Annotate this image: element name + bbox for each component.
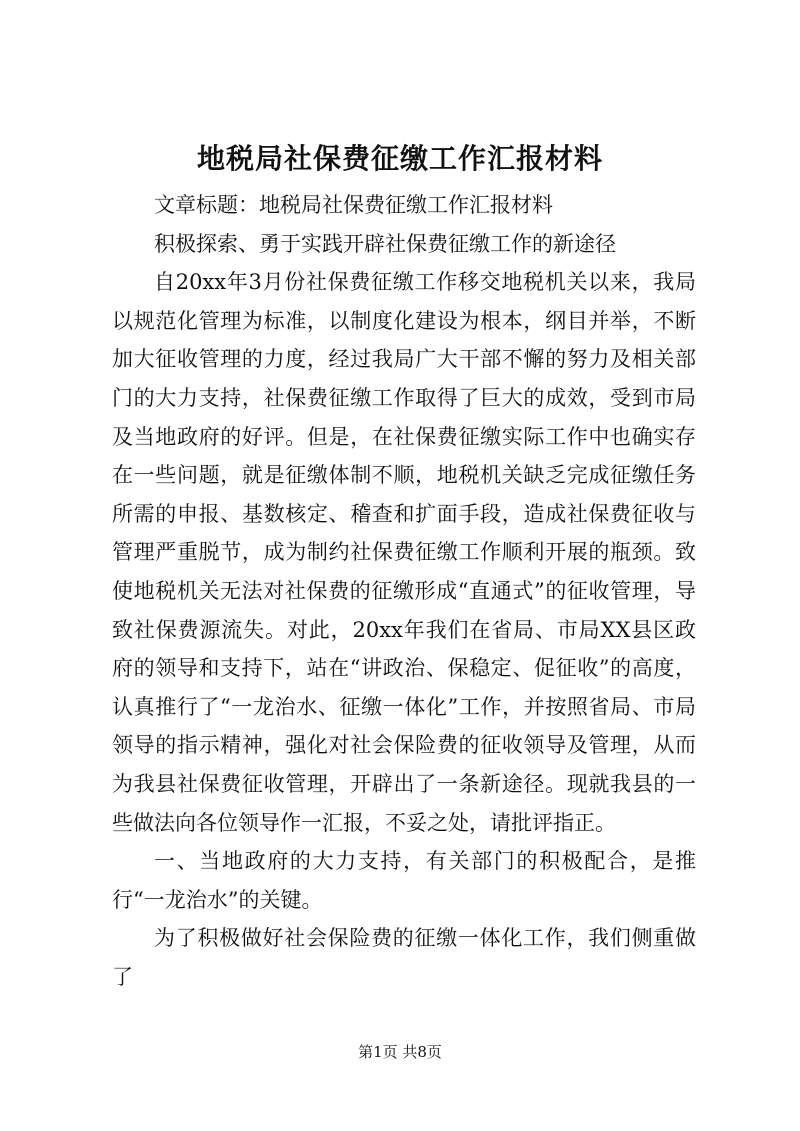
article-title-line: 文章标题：地税局社保费征缴工作汇报材料	[154, 193, 553, 217]
article-subtitle: 积极探索、勇于实践开辟社保费征缴工作的新途径	[154, 231, 616, 256]
document-body	[112, 186, 696, 996]
body-paragraph: 自20xx年3月份社保费征缴工作移交地税机关以来，我局以规范化管理为标准，以制度化建设为根本，纲目并举，不断加大征收管理的力度，经过我局广大干部不懈的努力及相关部门的大力支持，社保费征缴工作取得了巨大的成效，受到市局及当地政府的好评。但是，在社保费征缴实际工作中也确实存在一些问题，就是征缴体制不顺，地税机关缺乏完成征缴任务所需的申报、基数核定、稽查和扩面手段，造成社保费征收与管理严重脱节，成为制约社保费征缴工作顺利开展的瓶颈。致使地税机关无法对社保费的征缴形成“直通式”的征收管理，导致社保费源流失。对此，20xx年我们在省局、市局XX县区政府的领导和支持下，站在“讲政治、保稳定、促征收”的高度，认真推行了“一龙治水、征缴一体化”工作，并按照省局、市局领导的指示精神，强化对社会保险费的征收领导及管理，从而为我县社保费征收管理，开辟出了一条新途径。现就我县的一些做法向各位领导作一汇报，不妥之处，请批评指正。	[112, 270, 696, 835]
document-title: 地税局社保费征缴工作汇报材料	[196, 142, 603, 175]
page-footer: 第1页 共8页	[358, 1043, 442, 1061]
body-paragraph: 为了积极做好社会保险费的征缴一体化工作，我们侧重做了	[112, 926, 696, 989]
section-heading: 一、当地政府的大力支持，有关部门的积极配合，是推行“一龙治水”的关键。	[112, 849, 696, 912]
